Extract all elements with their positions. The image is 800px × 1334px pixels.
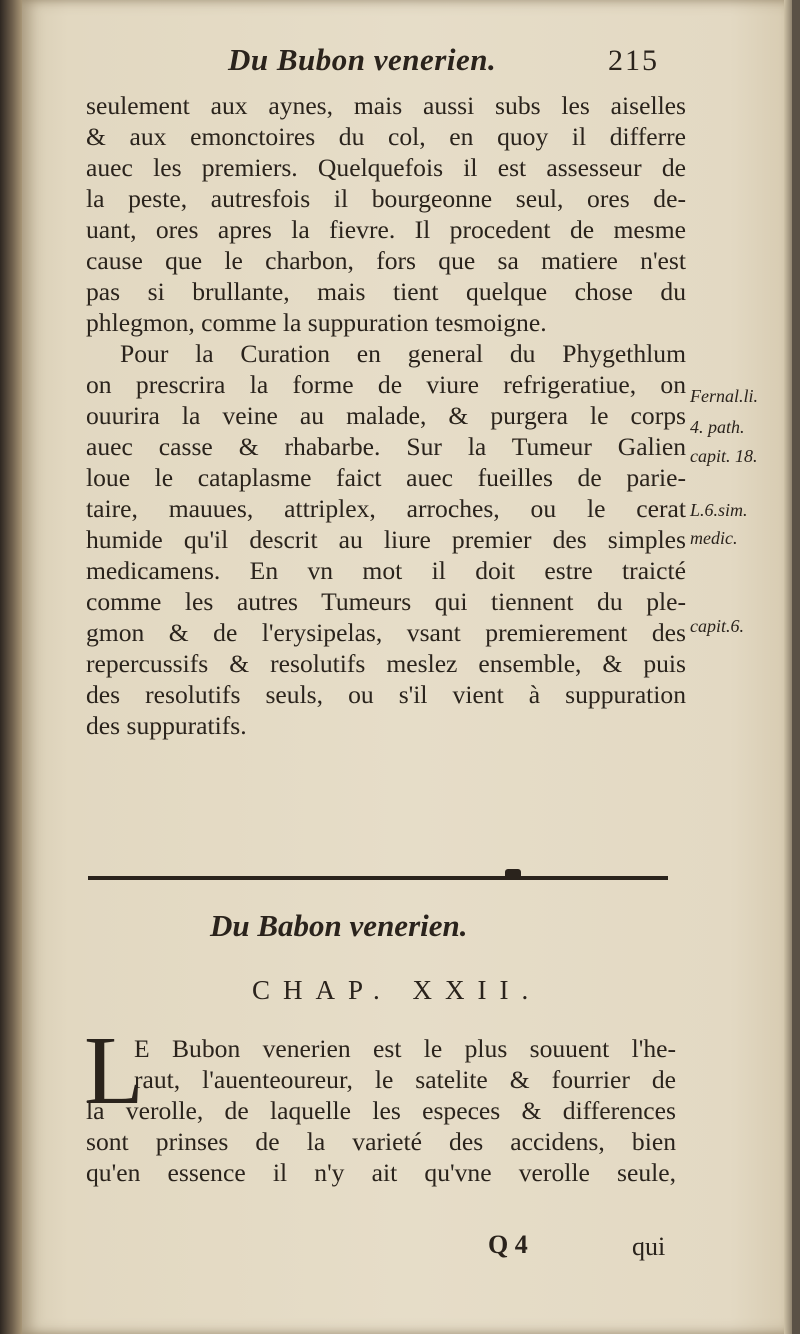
body-line: pas si brullante, mais tient quelque chose du bbox=[86, 277, 686, 306]
margin-note: L.6.sim. bbox=[690, 500, 748, 520]
section-title: Du Babon venerien. bbox=[210, 908, 468, 943]
margin-note: 4. path. bbox=[690, 417, 745, 437]
body-line: gmon & de l'erysipelas, vsant premierement des bbox=[86, 618, 686, 647]
body-line: uant, ores apres la fievre. Il procedent de mesme bbox=[86, 215, 686, 244]
body-line: on prescrira la forme de viure refrigeratiue, on bbox=[86, 370, 686, 399]
body-line: Pour la Curation en general du Phygethlum bbox=[120, 339, 686, 368]
catchword: qui bbox=[632, 1232, 666, 1261]
margin-note: medic. bbox=[690, 528, 738, 548]
divider-ornament-icon bbox=[505, 869, 521, 879]
body-line: taire, mauues, attriplex, arroches, ou le cerat bbox=[86, 494, 686, 523]
signature-mark: Q 4 bbox=[488, 1230, 528, 1259]
body-line: auec les premiers. Quelquefois il est assesseur de bbox=[86, 153, 686, 182]
margin-note: capit. 18. bbox=[690, 446, 758, 466]
chapter-text bbox=[86, 1033, 676, 1188]
chapter-line: qu'en essence il n'y ait qu'vne verolle seule, bbox=[86, 1158, 676, 1187]
chapter-heading: CHAP. XXII. bbox=[252, 975, 542, 1005]
body-line: loue le cataplasme faict auec fueilles de parie- bbox=[86, 463, 686, 492]
margin-note: Fernal.li. bbox=[690, 386, 758, 406]
body-line: repercussifs & resolutifs meslez ensemble, & puis bbox=[86, 649, 686, 678]
body-line: auec casse & rhabarbe. Sur la Tumeur Galien bbox=[86, 432, 686, 461]
body-line: des resolutifs seuls, ou s'il vient à suppuration bbox=[86, 680, 686, 709]
body-line: comme les autres Tumeurs qui tiennent du ple- bbox=[86, 587, 686, 616]
body-line: cause que le charbon, fors que sa matiere n'est bbox=[86, 246, 686, 275]
body-line: humide qu'il descrit au liure premier des simples bbox=[86, 525, 686, 554]
chapter-line: E Bubon venerien est le plus souuent l'he- bbox=[134, 1034, 676, 1063]
margin-note: capit.6. bbox=[690, 616, 744, 636]
drop-cap: L bbox=[84, 1017, 144, 1125]
body-text bbox=[86, 90, 686, 741]
page-edge bbox=[784, 0, 792, 1334]
body-line: & aux emonctoires du col, en quoy il differre bbox=[86, 122, 686, 151]
page-number: 215 bbox=[608, 44, 659, 77]
chapter-line: la verolle, de laquelle les especes & differences bbox=[86, 1096, 676, 1125]
body-line: seulement aux aynes, mais aussi subs les aiselles bbox=[86, 91, 686, 120]
running-title: Du Bubon venerien. bbox=[228, 42, 497, 77]
chapter-line: sont prinses de la varieté des accidens, bien bbox=[86, 1127, 676, 1156]
section-divider bbox=[88, 876, 668, 880]
body-line: medicamens. En vn mot il doit estre traicté bbox=[86, 556, 686, 585]
body-line: la peste, autresfois il bourgeonne seul, ores de- bbox=[86, 184, 686, 213]
body-line: phlegmon, comme la suppuration tesmoigne. bbox=[86, 308, 547, 337]
body-line: des suppuratifs. bbox=[86, 711, 247, 740]
chapter-line: raut, l'auenteoureur, le satelite & fourrier de bbox=[134, 1065, 676, 1094]
body-line: ouurira la veine au malade, & purgera le corps bbox=[86, 401, 686, 430]
book-binding-shadow bbox=[0, 0, 22, 1334]
